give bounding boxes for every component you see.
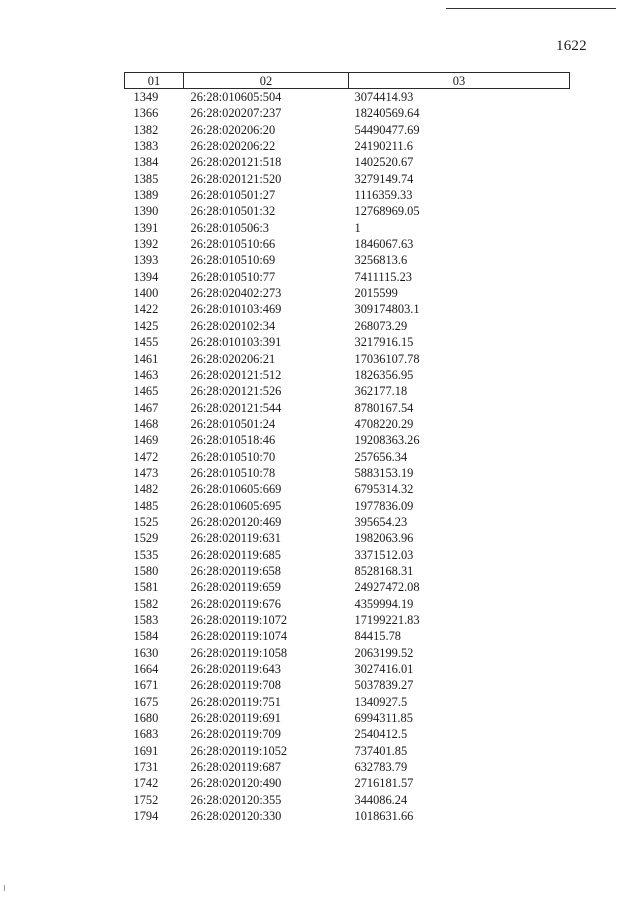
cadastral-number-cell: 26:28:010501:32 [190,204,276,219]
row-number-cell: 1383 [133,139,159,154]
row-number-cell: 1581 [133,580,159,595]
table-row [125,530,570,546]
row-number-cell: 1366 [133,106,159,121]
row-number-cell: 1529 [133,531,159,546]
table-row [125,579,570,595]
row-number-cell: 1472 [133,449,159,464]
cadastral-number-cell: 26:28:010605:695 [190,498,282,513]
cadastral-value-cell: 1 [354,220,361,235]
column-header-02: 02 [184,73,349,89]
row-number-cell: 1580 [133,563,159,578]
cadastral-value-cell: 84415.78 [354,629,401,644]
table-row [125,775,570,791]
cadastral-number-cell: 26:28:010103:391 [190,335,282,350]
cadastral-value-cell: 2015599 [354,286,398,301]
table-row [125,628,570,644]
table-row [125,661,570,677]
cadastral-value-cell: 8528168.31 [354,563,414,578]
cadastral-value-cell: 3256813.6 [354,253,408,268]
cadastral-value-cell: 3279149.74 [354,171,414,186]
table-row [125,759,570,775]
cadastral-value-cell: 1340927.5 [354,694,408,709]
cadastral-number-cell: 26:28:020119:708 [190,678,281,693]
row-number-cell: 1731 [133,760,159,775]
cadastral-value-cell: 1018631.66 [354,809,414,824]
row-number-cell: 1467 [133,400,159,415]
cadastral-number-cell: 26:28:020119:676 [190,596,281,611]
cadastral-value-cell: 737401.85 [354,743,408,758]
cadastral-number-cell: 26:28:020120:490 [190,776,282,791]
cadastral-number-cell: 26:28:020121:518 [190,155,282,170]
cadastral-value-cell: 1826356.95 [354,367,414,382]
row-number-cell: 1468 [133,416,159,431]
table-row [125,432,570,448]
table-row [125,154,570,170]
row-number-cell: 1393 [133,253,159,268]
column-header-01: 01 [125,73,184,89]
table-row [125,138,570,154]
table-row [125,416,570,432]
row-number-cell: 1794 [133,809,159,824]
table-row [125,383,570,399]
row-number-cell: 1742 [133,776,159,791]
table-row [125,563,570,579]
row-number-cell: 1461 [133,351,159,366]
table-row [125,203,570,219]
row-number-cell: 1382 [133,122,159,137]
cadastral-value-cell: 362177.18 [354,384,408,399]
row-number-cell: 1630 [133,645,159,660]
row-number-cell: 1389 [133,188,159,203]
cadastral-value-cell: 18240569.64 [354,106,420,121]
row-number-cell: 1485 [133,498,159,513]
row-number-cell: 1675 [133,694,159,709]
cadastral-number-cell: 26:28:020119:643 [190,662,281,677]
table-row [125,514,570,530]
row-number-cell: 1525 [133,514,159,529]
row-number-cell: 1390 [133,204,159,219]
row-number-cell: 1535 [133,547,159,562]
table-row [125,122,570,138]
cadastral-number-cell: 26:28:010605:669 [190,482,282,497]
cadastral-number-cell: 26:28:010518:46 [190,433,276,448]
cadastral-number-cell: 26:28:010501:27 [190,188,276,203]
column-header-03: 03 [349,73,570,89]
table-row [125,481,570,497]
row-number-cell: 1422 [133,302,159,317]
table-row [125,612,570,628]
cadastral-value-cell: 4359994.19 [354,596,414,611]
row-number-cell: 1349 [133,90,159,104]
cadastral-number-cell: 26:28:020119:687 [190,760,281,775]
row-number-cell: 1455 [133,335,159,350]
cadastral-value-cell: 2063199.52 [354,645,414,660]
cadastral-number-cell: 26:28:020119:1072 [190,613,288,627]
cadastral-value-cell: 1402520.67 [354,155,414,170]
cadastral-number-cell: 26:28:020120:330 [190,809,282,824]
row-number-cell: 1664 [133,662,159,677]
table-row [125,105,570,121]
cadastral-value-cell: 7411115.23 [354,269,412,284]
header-rule [446,8,616,9]
row-number-cell: 1400 [133,286,159,301]
table-row [125,367,570,383]
cadastral-number-cell: 26:28:020402:273 [190,286,282,301]
cadastral-value-cell: 5883153.19 [354,465,414,480]
cadastral-number-cell: 26:28:020119:691 [190,711,281,726]
table-row [125,400,570,416]
row-number-cell: 1473 [133,465,159,480]
cadastral-value-table [124,72,570,824]
cadastral-value-cell: 24927472.08 [354,580,420,595]
cadastral-number-cell: 26:28:010510:69 [190,253,276,268]
cadastral-number-cell: 26:28:020119:658 [190,563,281,578]
cadastral-number-cell: 26:28:020119:1058 [190,645,288,660]
cadastral-value-cell: 3074414.93 [354,90,414,104]
table-row [125,645,570,661]
cadastral-number-cell: 26:28:020121:520 [190,171,282,186]
cadastral-number-cell: 26:28:020121:544 [190,400,282,415]
cadastral-number-cell: 26:28:010510:70 [190,449,276,464]
table-row [125,301,570,317]
table-row [125,726,570,742]
row-number-cell: 1394 [133,269,159,284]
cadastral-value-cell: 632783.79 [354,760,408,775]
cadastral-value-cell: 5037839.27 [354,678,414,693]
cadastral-number-cell: 26:28:020119:709 [190,727,281,742]
row-number-cell: 1752 [133,792,159,807]
row-number-cell: 1671 [133,678,159,693]
cadastral-number-cell: 26:28:020121:526 [190,384,282,399]
cadastral-value-cell: 17199221.83 [354,613,420,627]
cadastral-value-cell: 2716181.57 [354,776,414,791]
row-number-cell: 1465 [133,384,159,399]
table-body [125,89,570,825]
cadastral-value-cell: 257656.34 [354,449,408,464]
row-number-cell: 1391 [133,220,159,235]
scan-edge-mark [4,885,5,891]
table-row [125,187,570,203]
row-number-cell: 1425 [133,318,159,333]
cadastral-number-cell: 26:28:020102:34 [190,318,276,333]
row-number-cell: 1582 [133,596,159,611]
table-row [125,351,570,367]
cadastral-number-cell: 26:28:010506:3 [190,220,269,235]
row-number-cell: 1683 [133,727,159,742]
cadastral-value-cell: 1846067.63 [354,237,414,252]
table-row [125,498,570,514]
row-number-cell: 1583 [133,613,159,627]
table-row [125,89,570,106]
table-row [125,677,570,693]
cadastral-value-cell: 309174803.1 [354,302,420,317]
cadastral-value-cell: 3371512.03 [354,547,414,562]
row-number-cell: 1584 [133,629,159,644]
cadastral-number-cell: 26:28:020121:512 [190,367,282,382]
cadastral-value-cell: 344086.24 [354,792,408,807]
table-row [125,547,570,563]
table-row [125,171,570,187]
cadastral-value-cell: 1982063.96 [354,531,414,546]
cadastral-value-cell: 6994311.85 [354,711,413,726]
table-row [125,252,570,268]
cadastral-number-cell: 26:28:010510:77 [190,269,276,284]
table-row [125,449,570,465]
cadastral-number-cell: 26:28:020119:1052 [190,743,288,758]
cadastral-number-cell: 26:28:020206:22 [190,139,276,154]
table-row [125,465,570,481]
table-row [125,710,570,726]
cadastral-value-cell: 6795314.32 [354,482,414,497]
cadastral-value-cell: 395654.23 [354,514,408,529]
row-number-cell: 1482 [133,482,159,497]
cadastral-value-cell: 8780167.54 [354,400,414,415]
cadastral-number-cell: 26:28:020120:469 [190,514,282,529]
row-number-cell: 1385 [133,171,159,186]
cadastral-value-cell: 12768969.05 [354,204,420,219]
cadastral-value-cell: 4708220.29 [354,416,414,431]
cadastral-value-cell: 2540412.5 [354,727,408,742]
cadastral-value-cell: 3027416.01 [354,662,414,677]
table-row [125,743,570,759]
table-row [125,334,570,350]
row-number-cell: 1392 [133,237,159,252]
cadastral-number-cell: 26:28:020119:1074 [190,629,288,644]
table-row [125,318,570,334]
row-number-cell: 1691 [133,743,159,758]
cadastral-number-cell: 26:28:020119:631 [190,531,281,546]
page-number: 1622 [556,38,587,54]
cadastral-number-cell: 26:28:010501:24 [190,416,276,431]
cadastral-number-cell: 26:28:010510:78 [190,465,276,480]
header-row [125,73,570,89]
cadastral-number-cell: 26:28:020120:355 [190,792,282,807]
cadastral-value-cell: 1116359.33 [354,188,413,203]
cadastral-value-cell: 268073.29 [354,318,408,333]
cadastral-value-cell: 3217916.15 [354,335,414,350]
table-row [125,792,570,808]
table-row [125,808,570,824]
cadastral-value-cell: 54490477.69 [354,122,420,137]
table-row [125,596,570,612]
cadastral-value-cell: 24190211.6 [354,139,413,154]
table-row [125,285,570,301]
table-header [125,73,570,89]
cadastral-number-cell: 26:28:020206:21 [190,351,276,366]
cadastral-number-cell: 26:28:010103:469 [190,302,282,317]
cadastral-number-cell: 26:28:010605:504 [190,90,282,104]
cadastral-value-cell: 17036107.78 [354,351,420,366]
row-number-cell: 1384 [133,155,159,170]
table-row [125,269,570,285]
cadastral-number-cell: 26:28:010510:66 [190,237,276,252]
row-number-cell: 1469 [133,433,159,448]
table-row [125,694,570,710]
row-number-cell: 1680 [133,711,159,726]
cadastral-value-cell: 1977836.09 [354,498,414,513]
cadastral-value-cell: 19208363.26 [354,433,420,448]
cadastral-number-cell: 26:28:020119:685 [190,547,281,562]
cadastral-number-cell: 26:28:020119:659 [190,580,281,595]
cadastral-number-cell: 26:28:020207:237 [190,106,282,121]
table-row [125,220,570,236]
cadastral-number-cell: 26:28:020206:20 [190,122,276,137]
table-row [125,236,570,252]
cadastral-number-cell: 26:28:020119:751 [190,694,281,709]
row-number-cell: 1463 [133,367,159,382]
